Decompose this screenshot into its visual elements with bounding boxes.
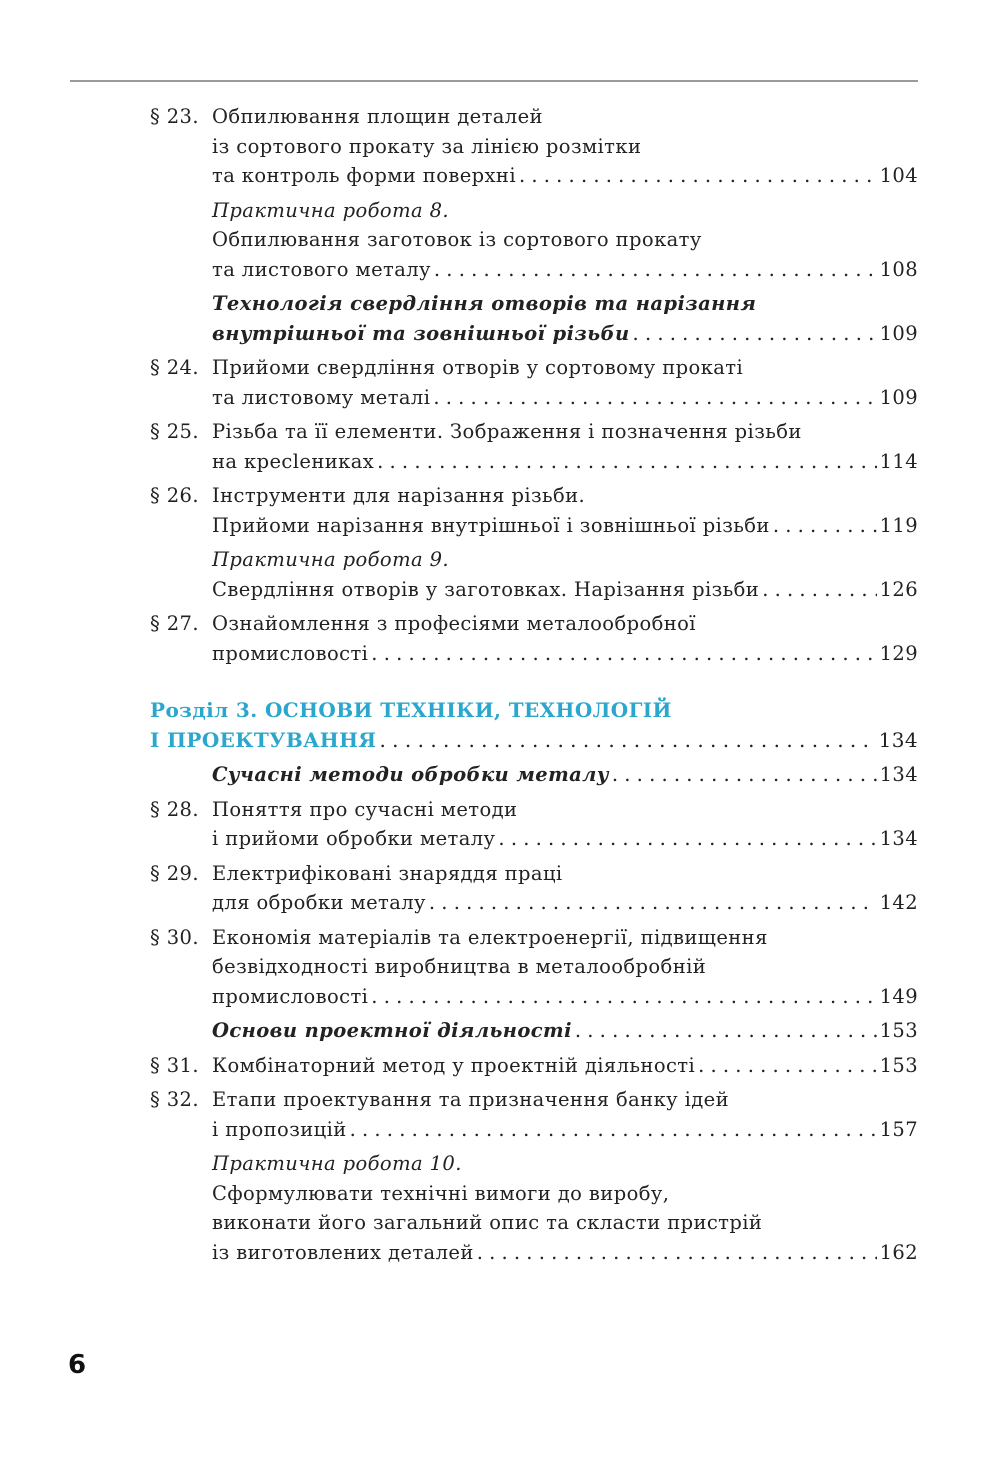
entry-line: безвідходності виробництва в металообробній bbox=[212, 955, 707, 978]
entry-line: та контроль форми поверхні bbox=[212, 164, 516, 187]
section-number: § 32. bbox=[150, 1088, 199, 1111]
dot-leader bbox=[434, 255, 877, 285]
toc-entry-29[interactable] bbox=[150, 859, 918, 918]
toc-entry-27[interactable] bbox=[150, 609, 918, 668]
topic-heading-line: внутрішньої та зовнішньої різьби bbox=[212, 321, 630, 345]
entry-line: із сортового прокату за лінією розмітки bbox=[212, 134, 642, 158]
entry-line: і пропозицій bbox=[212, 1117, 347, 1141]
page-ref: 134 bbox=[878, 727, 918, 752]
toc-entry-32[interactable] bbox=[150, 1085, 918, 1144]
dot-leader bbox=[350, 1115, 877, 1145]
entry-line: промисловості bbox=[212, 984, 369, 1008]
page-ref: 149 bbox=[879, 984, 918, 1008]
entry-leader-line bbox=[212, 447, 918, 477]
section-heading-line: Розділ 3. ОСНОВИ ТЕХНІКИ, ТЕХНОЛОГІЙ bbox=[150, 698, 672, 722]
section-number: § 30. bbox=[150, 925, 199, 949]
dot-leader bbox=[698, 1051, 876, 1081]
page-ref: 126 bbox=[879, 577, 918, 601]
page-number: 6 bbox=[68, 1350, 87, 1380]
entry-line: для обробки металу bbox=[212, 891, 426, 914]
page-ref: 109 bbox=[879, 321, 918, 345]
section-number: § 27. bbox=[150, 612, 199, 635]
entry-line: на кресleниках bbox=[212, 449, 375, 473]
entry-leader-line bbox=[212, 1016, 918, 1046]
entry-line: промисловості bbox=[212, 641, 369, 665]
entry-leader-line bbox=[212, 760, 918, 790]
entry-line: Обпилювання площин деталей bbox=[212, 105, 543, 128]
topic-heading-line: Технологія свердління отворів та нарізання bbox=[212, 292, 757, 315]
dot-leader bbox=[379, 726, 875, 756]
entry-leader-line bbox=[212, 639, 918, 669]
section-number: § 29. bbox=[150, 861, 199, 885]
entry-leader-line bbox=[212, 1238, 918, 1268]
entry-leader-line bbox=[212, 575, 918, 605]
entry-line: Етапи проектування та призначення банку ідей bbox=[212, 1088, 730, 1111]
section-number: § 24. bbox=[150, 356, 199, 379]
section-number: § 25. bbox=[150, 420, 199, 443]
entry-line: Сформулювати технічні вимоги до виробу, bbox=[212, 1181, 670, 1205]
entry-line: Комбінаторний метод у проектній діяльності bbox=[212, 1053, 696, 1077]
entry-leader-line bbox=[212, 319, 918, 349]
toc-entry-26[interactable] bbox=[150, 481, 918, 540]
page-ref: 114 bbox=[879, 449, 918, 473]
toc-topic-modern-methods[interactable] bbox=[150, 760, 918, 790]
toc-section-3-heading[interactable] bbox=[150, 696, 918, 755]
page-ref: 119 bbox=[879, 513, 918, 537]
page-ref: 153 bbox=[879, 1019, 918, 1042]
top-rule bbox=[70, 80, 918, 82]
page-ref: 162 bbox=[879, 1240, 918, 1264]
table-of-contents bbox=[150, 102, 918, 1267]
toc-entry-practical-9[interactable] bbox=[150, 545, 918, 604]
toc-entry-practical-10[interactable] bbox=[150, 1149, 918, 1267]
entry-leader-line bbox=[150, 726, 918, 756]
entry-leader-line bbox=[212, 824, 918, 854]
dot-leader bbox=[612, 760, 877, 790]
toc-entry-28[interactable] bbox=[150, 795, 918, 854]
page-ref: 157 bbox=[879, 1117, 918, 1141]
page-ref: 134 bbox=[879, 827, 918, 850]
dot-leader bbox=[371, 982, 876, 1012]
section-number: § 23. bbox=[150, 105, 199, 128]
entry-line: із виготовлених деталей bbox=[212, 1240, 474, 1264]
toc-entry-24[interactable] bbox=[150, 353, 918, 412]
toc-entry-25[interactable] bbox=[150, 417, 918, 476]
dot-leader bbox=[773, 511, 877, 541]
entry-leader-line bbox=[212, 383, 918, 413]
toc-entry-31[interactable] bbox=[150, 1051, 918, 1081]
section-number: § 26. bbox=[150, 484, 199, 507]
page-ref: 109 bbox=[879, 385, 918, 409]
entry-leader-line bbox=[212, 511, 918, 541]
page-ref: 153 bbox=[879, 1053, 918, 1077]
entry-leader-line bbox=[212, 1051, 918, 1081]
entry-line: Обпилювання заготовок із сортового прокату bbox=[212, 228, 702, 251]
toc-entry-30[interactable] bbox=[150, 923, 918, 1012]
entry-leader-line bbox=[212, 161, 918, 191]
entry-line: Економія матеріалів та електроенергії, підвищення bbox=[212, 925, 768, 949]
toc-entry-practical-8[interactable] bbox=[150, 196, 918, 285]
practical-work-label: Практична робота 10. bbox=[212, 1152, 462, 1175]
toc-topic-drilling[interactable] bbox=[150, 289, 918, 348]
entry-line: та листового металу bbox=[212, 257, 431, 281]
section-number: § 28. bbox=[150, 797, 199, 821]
entry-line: та листовому металі bbox=[212, 385, 431, 409]
entry-line: Прийоми свердління отворів у сортовому прокаті bbox=[212, 356, 744, 379]
dot-leader bbox=[371, 639, 876, 669]
entry-line: Різьба та її елементи. Зображення і позначення різьби bbox=[212, 420, 802, 443]
entry-line: Поняття про сучасні методи bbox=[212, 797, 518, 821]
toc-entry-23[interactable] bbox=[150, 102, 918, 191]
dot-leader bbox=[477, 1238, 877, 1268]
entry-line: Свердління отворів у заготовках. Нарізання різьби bbox=[212, 577, 760, 601]
page-ref: 134 bbox=[879, 763, 918, 786]
entry-leader-line bbox=[212, 255, 918, 285]
page-ref: 142 bbox=[879, 891, 918, 914]
section-heading-line: І ПРОЕКТУВАННЯ bbox=[150, 727, 377, 752]
entry-leader-line bbox=[212, 888, 918, 918]
practical-work-label: Практична робота 8. bbox=[212, 198, 449, 222]
entry-line: Інструменти для нарізання різьби. bbox=[212, 484, 586, 507]
page-ref: 129 bbox=[879, 641, 918, 665]
section-number: § 31. bbox=[150, 1053, 199, 1077]
dot-leader bbox=[498, 824, 876, 854]
dot-leader bbox=[519, 161, 877, 191]
dot-leader bbox=[429, 888, 877, 918]
entry-line: Ознайомлення з професіями металообробної bbox=[212, 612, 696, 635]
entry-line: виконати його загальний опис та скласти пристрій bbox=[212, 1211, 763, 1234]
toc-topic-project-basics[interactable] bbox=[150, 1016, 918, 1046]
entry-line: Електрифіковані знаряддя праці bbox=[212, 861, 563, 885]
entry-line: і прийоми обробки металу bbox=[212, 827, 496, 850]
entry-line: Прийоми нарізання внутрішньої і зовнішньої різьби bbox=[212, 513, 770, 537]
entry-leader-line bbox=[212, 982, 918, 1012]
entry-leader-line bbox=[212, 1115, 918, 1145]
dot-leader bbox=[633, 319, 877, 349]
dot-leader bbox=[433, 383, 876, 413]
topic-heading-line: Основи проектної діяльності bbox=[212, 1019, 572, 1042]
page-ref: 104 bbox=[879, 164, 918, 187]
practical-work-label: Практична робота 9. bbox=[212, 548, 449, 571]
dot-leader bbox=[762, 575, 876, 605]
topic-heading-line: Сучасні методи обробки металу bbox=[212, 763, 609, 786]
page-ref: 108 bbox=[879, 257, 918, 281]
dot-leader bbox=[377, 447, 876, 477]
dot-leader bbox=[575, 1016, 877, 1046]
